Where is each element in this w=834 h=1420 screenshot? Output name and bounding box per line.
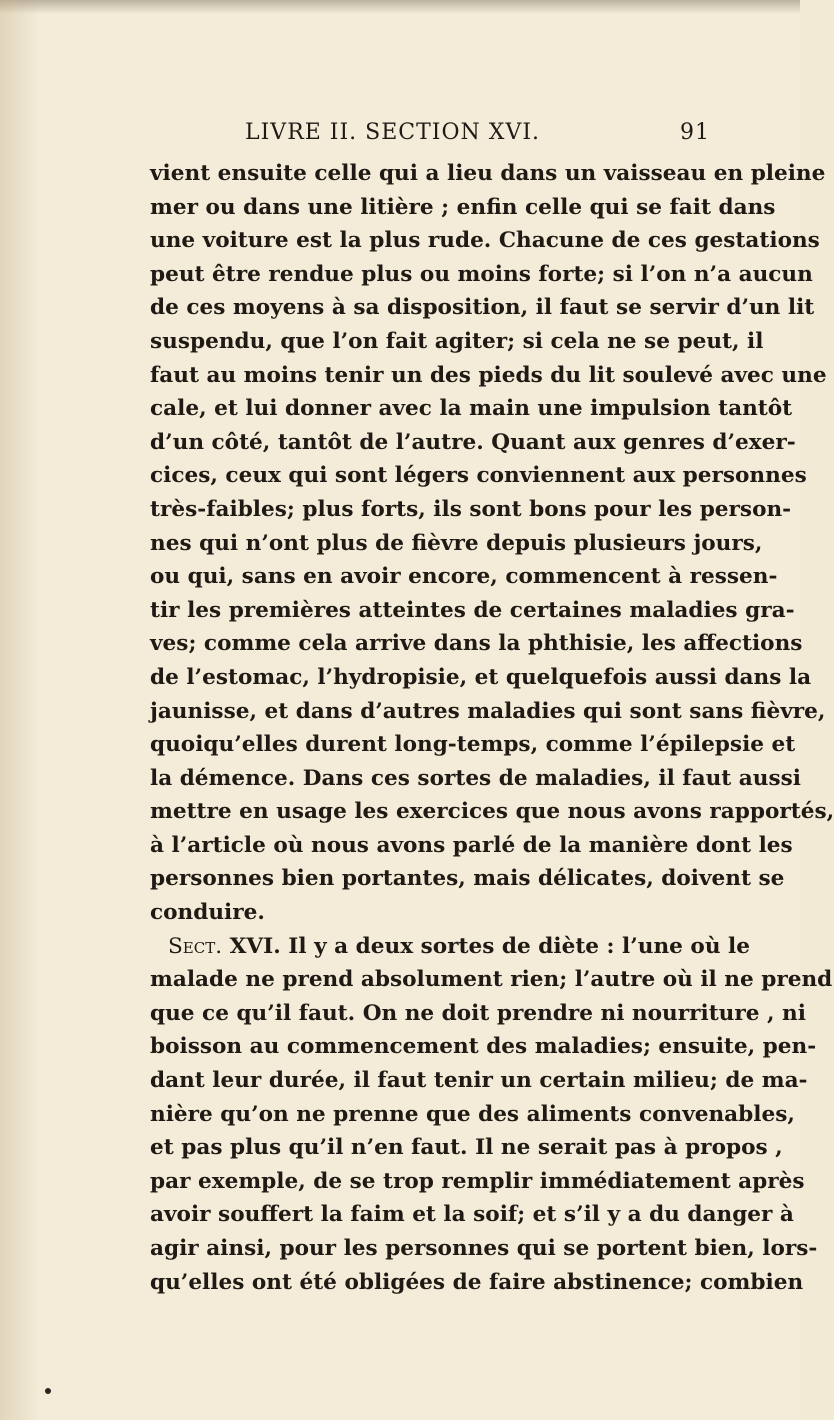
paragraph-1 <box>150 157 834 930</box>
text-line: que ce qu’il faut. On ne doit prendre ni nourriture , ni <box>150 1000 806 1026</box>
text-line: cices, ceux qui sont légers conviennent aux personnes <box>150 463 807 489</box>
ink-speck <box>45 1388 51 1394</box>
text-line: ves; comme cela arrive dans la phthisie, les affections <box>150 631 803 657</box>
text-line: personnes bien portantes, mais délicates, doivent se <box>150 866 785 892</box>
text-line: faut au moins tenir un des pieds du lit soulevé avec une <box>150 362 827 388</box>
text-line: à l’article où nous avons parlé de la manière dont les <box>150 832 793 858</box>
text-line: agir ainsi, pour les personnes qui se portent bien, lors- <box>150 1236 818 1261</box>
text-line: très-faibles; plus forts, ils sont bons pour les person- <box>150 496 792 522</box>
text-line: la démence. Dans ces sortes de maladies, il faut aussi <box>150 765 801 791</box>
text-line: mettre en usage les exercices que nous avons rapportés, <box>150 799 834 825</box>
running-title: LIVRE II. SECTION XVI. <box>245 120 541 145</box>
text-line: qu’elles ont été obligées de faire abstinence; combien <box>150 1269 804 1295</box>
page-number: 91 <box>680 120 710 145</box>
text-line: nière qu’on ne prenne que des aliments convenables, <box>150 1101 795 1127</box>
text-line: une voiture est la plus rude. Chacune de ces gestations <box>150 228 820 254</box>
body-text <box>150 157 834 1299</box>
text-line: conduire. <box>150 900 265 926</box>
text-line: jaunisse, et dans d’autres maladies qui sont sans fièvre, <box>150 698 826 724</box>
text-line: boisson au commencement des maladies; ensuite, pen- <box>150 1034 817 1060</box>
paragraph-2 <box>150 930 833 1300</box>
text-line: avoir souffert la faim et la soif; et s’il y a du danger à <box>150 1202 794 1228</box>
text-line: nes qui n’ont plus de fièvre depuis plusieurs jours, <box>150 530 763 556</box>
section-label: Sect. <box>168 933 223 959</box>
text-line: d’un côté, tantôt de l’autre. Quant aux genres d’exer- <box>150 429 796 455</box>
text-line: suspendu, que l’on fait agiter; si cela ne se peut, il <box>150 328 764 354</box>
text-line: cale, et lui donner avec la main une impulsion tantôt <box>150 396 793 422</box>
text-line: ou qui, sans en avoir encore, commencent à ressen- <box>150 564 778 590</box>
page-header <box>150 120 710 156</box>
text-line: par exemple, de se trop remplir immédiatement après <box>150 1168 805 1194</box>
text-line: de ces moyens à sa disposition, il faut se servir d’un lit <box>150 295 815 321</box>
text-line: et pas plus qu’il n’en faut. Il ne serait pas à propos , <box>150 1135 783 1161</box>
section-first-line: XVI. Il y a deux sortes de diète : l’une où le <box>229 933 750 959</box>
text-line: mer ou dans une litière ; enfin celle qui se fait dans <box>150 194 776 220</box>
text-line: vient ensuite celle qui a lieu dans un vaisseau en pleine <box>150 161 826 186</box>
text-line: tir les premières atteintes de certaines maladies gra- <box>150 597 795 623</box>
text-line: peut être rendue plus ou moins forte; si l’on n’a aucun <box>150 261 813 287</box>
text-line: malade ne prend absolument rien; l’autre où il ne prend <box>150 967 833 993</box>
text-line: de l’estomac, l’hydropisie, et quelquefois aussi dans la <box>150 664 812 690</box>
section-heading-line <box>150 930 750 964</box>
text-line: dant leur durée, il faut tenir un certain milieu; de ma- <box>150 1068 808 1094</box>
text-line: quoiqu’elles durent long-temps, comme l’épilepsie et <box>150 732 796 758</box>
